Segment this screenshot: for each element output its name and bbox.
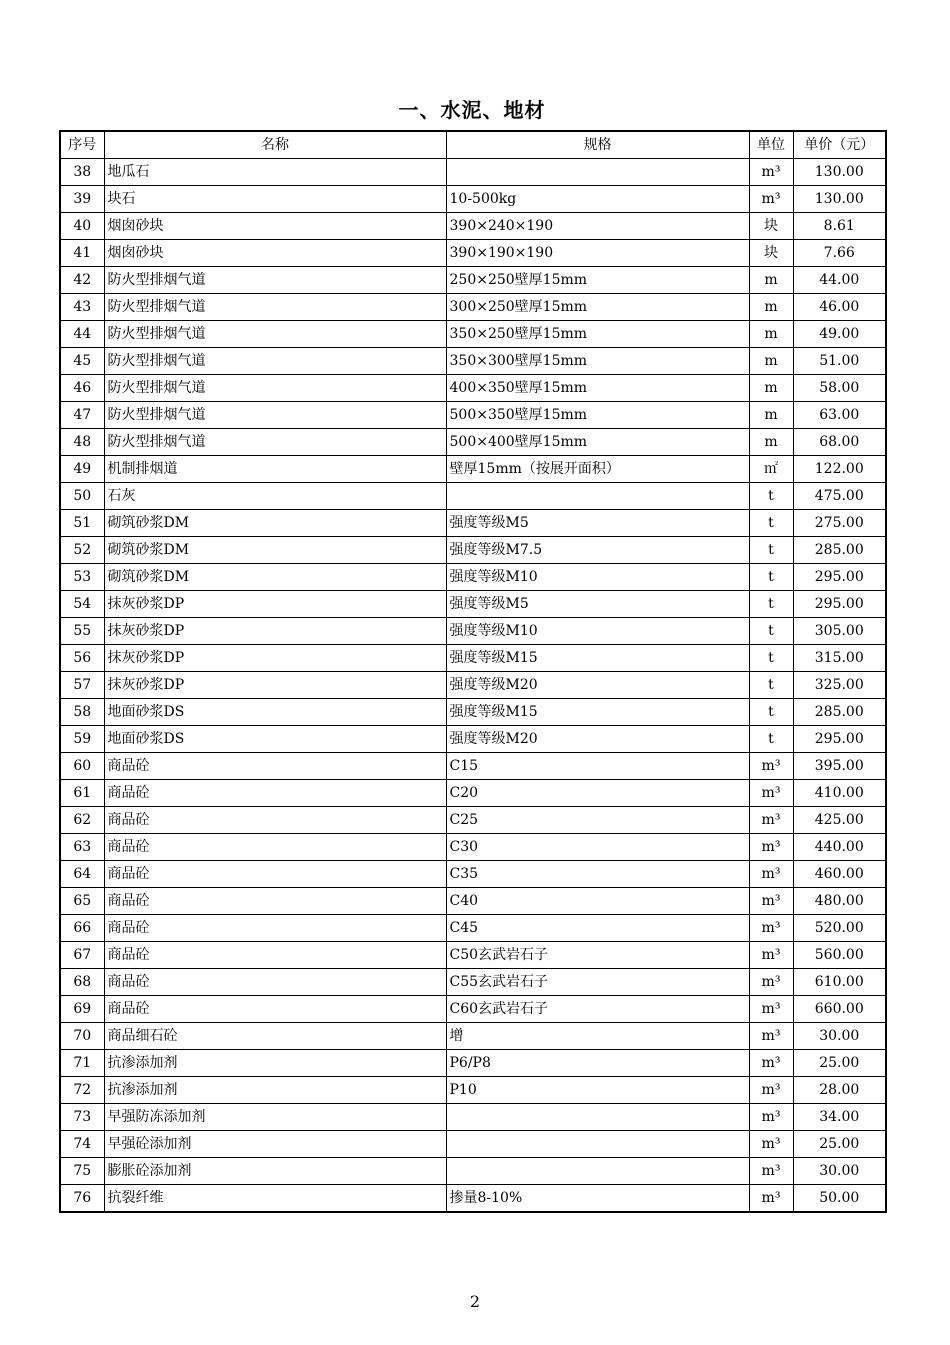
cell-spec: 10-500kg bbox=[446, 186, 749, 213]
cell-spec: 250×250壁厚15mm bbox=[446, 267, 749, 294]
cell-unit: m³ bbox=[749, 1050, 793, 1077]
cell-no: 57 bbox=[60, 672, 104, 699]
table-row bbox=[60, 1050, 886, 1077]
cell-unit: 块 bbox=[749, 213, 793, 240]
cell-unit: t bbox=[749, 537, 793, 564]
cell-name: 商品砼 bbox=[104, 969, 446, 996]
cell-no: 50 bbox=[60, 483, 104, 510]
table-row bbox=[60, 861, 886, 888]
cell-price: 610.00 bbox=[793, 969, 886, 996]
header-spec: 规格 bbox=[446, 131, 749, 159]
cell-no: 60 bbox=[60, 753, 104, 780]
cell-name: 商品砼 bbox=[104, 942, 446, 969]
cell-spec: C15 bbox=[446, 753, 749, 780]
table-row bbox=[60, 591, 886, 618]
cell-name: 商品砼 bbox=[104, 753, 446, 780]
table-body bbox=[60, 159, 886, 1213]
cell-unit: m bbox=[749, 402, 793, 429]
cell-spec: 300×250壁厚15mm bbox=[446, 294, 749, 321]
cell-spec: 500×400壁厚15mm bbox=[446, 429, 749, 456]
cell-no: 52 bbox=[60, 537, 104, 564]
cell-name: 烟囱砂块 bbox=[104, 240, 446, 267]
cell-name: 防火型排烟气道 bbox=[104, 429, 446, 456]
cell-no: 48 bbox=[60, 429, 104, 456]
cell-spec: 强度等级M5 bbox=[446, 591, 749, 618]
cell-price: 51.00 bbox=[793, 348, 886, 375]
table-row bbox=[60, 267, 886, 294]
cell-unit: m bbox=[749, 348, 793, 375]
table-row bbox=[60, 510, 886, 537]
cell-name: 防火型排烟气道 bbox=[104, 375, 446, 402]
table-row bbox=[60, 753, 886, 780]
cell-no: 58 bbox=[60, 699, 104, 726]
cell-unit: m³ bbox=[749, 942, 793, 969]
cell-spec: P6/P8 bbox=[446, 1050, 749, 1077]
cell-spec bbox=[446, 1131, 749, 1158]
cell-no: 69 bbox=[60, 996, 104, 1023]
cell-spec: 强度等级M20 bbox=[446, 726, 749, 753]
cell-spec: C60玄武岩石子 bbox=[446, 996, 749, 1023]
cell-price: 295.00 bbox=[793, 564, 886, 591]
cell-price: 520.00 bbox=[793, 915, 886, 942]
cell-price: 480.00 bbox=[793, 888, 886, 915]
cell-name: 抗渗添加剂 bbox=[104, 1077, 446, 1104]
cell-name: 防火型排烟气道 bbox=[104, 402, 446, 429]
cell-price: 46.00 bbox=[793, 294, 886, 321]
cell-unit: 块 bbox=[749, 240, 793, 267]
cell-no: 74 bbox=[60, 1131, 104, 1158]
cell-no: 73 bbox=[60, 1104, 104, 1131]
table-row bbox=[60, 1185, 886, 1213]
cell-name: 早强砼添加剂 bbox=[104, 1131, 446, 1158]
cell-spec bbox=[446, 159, 749, 186]
cell-no: 49 bbox=[60, 456, 104, 483]
cell-unit: m³ bbox=[749, 807, 793, 834]
cell-spec: 390×240×190 bbox=[446, 213, 749, 240]
cell-price: 560.00 bbox=[793, 942, 886, 969]
table-row bbox=[60, 159, 886, 186]
cell-no: 71 bbox=[60, 1050, 104, 1077]
cell-no: 70 bbox=[60, 1023, 104, 1050]
cell-price: 395.00 bbox=[793, 753, 886, 780]
cell-spec: 强度等级M15 bbox=[446, 699, 749, 726]
cell-no: 54 bbox=[60, 591, 104, 618]
cell-no: 41 bbox=[60, 240, 104, 267]
table-row bbox=[60, 780, 886, 807]
table-row bbox=[60, 348, 886, 375]
cell-price: 130.00 bbox=[793, 159, 886, 186]
cell-spec: C50玄武岩石子 bbox=[446, 942, 749, 969]
table-row bbox=[60, 456, 886, 483]
cell-price: 295.00 bbox=[793, 726, 886, 753]
cell-unit: t bbox=[749, 618, 793, 645]
cell-name: 商品砼 bbox=[104, 996, 446, 1023]
table-row bbox=[60, 1023, 886, 1050]
table-row bbox=[60, 537, 886, 564]
cell-unit: m bbox=[749, 294, 793, 321]
cell-no: 42 bbox=[60, 267, 104, 294]
table-row bbox=[60, 375, 886, 402]
cell-price: 425.00 bbox=[793, 807, 886, 834]
cell-spec: 强度等级M10 bbox=[446, 564, 749, 591]
header-name: 名称 bbox=[104, 131, 446, 159]
cell-name: 抹灰砂浆DP bbox=[104, 591, 446, 618]
cell-price: 305.00 bbox=[793, 618, 886, 645]
cell-spec: C35 bbox=[446, 861, 749, 888]
cell-name: 抗渗添加剂 bbox=[104, 1050, 446, 1077]
cell-price: 460.00 bbox=[793, 861, 886, 888]
cell-price: 325.00 bbox=[793, 672, 886, 699]
cell-unit: t bbox=[749, 645, 793, 672]
cell-no: 66 bbox=[60, 915, 104, 942]
cell-no: 67 bbox=[60, 942, 104, 969]
cell-no: 56 bbox=[60, 645, 104, 672]
cell-name: 抹灰砂浆DP bbox=[104, 645, 446, 672]
cell-no: 65 bbox=[60, 888, 104, 915]
cell-name: 砌筑砂浆DM bbox=[104, 537, 446, 564]
cell-no: 75 bbox=[60, 1158, 104, 1185]
cell-unit: t bbox=[749, 591, 793, 618]
cell-price: 49.00 bbox=[793, 321, 886, 348]
cell-unit: m³ bbox=[749, 969, 793, 996]
cell-price: 50.00 bbox=[793, 1185, 886, 1213]
cell-price: 315.00 bbox=[793, 645, 886, 672]
cell-spec: 强度等级M10 bbox=[446, 618, 749, 645]
cell-unit: t bbox=[749, 483, 793, 510]
cell-name: 商品砼 bbox=[104, 780, 446, 807]
cell-price: 34.00 bbox=[793, 1104, 886, 1131]
cell-spec: 390×190×190 bbox=[446, 240, 749, 267]
cell-spec: C30 bbox=[446, 834, 749, 861]
cell-spec: 强度等级M5 bbox=[446, 510, 749, 537]
table-row bbox=[60, 969, 886, 996]
cell-unit: m³ bbox=[749, 1158, 793, 1185]
cell-no: 38 bbox=[60, 159, 104, 186]
cell-name: 石灰 bbox=[104, 483, 446, 510]
cell-no: 44 bbox=[60, 321, 104, 348]
cell-spec: C45 bbox=[446, 915, 749, 942]
cell-price: 8.61 bbox=[793, 213, 886, 240]
cell-name: 抹灰砂浆DP bbox=[104, 618, 446, 645]
cell-no: 47 bbox=[60, 402, 104, 429]
cell-price: 285.00 bbox=[793, 537, 886, 564]
table-row bbox=[60, 483, 886, 510]
cell-unit: m³ bbox=[749, 1023, 793, 1050]
cell-no: 68 bbox=[60, 969, 104, 996]
cell-no: 61 bbox=[60, 780, 104, 807]
cell-price: 295.00 bbox=[793, 591, 886, 618]
table-row bbox=[60, 726, 886, 753]
cell-spec bbox=[446, 1158, 749, 1185]
cell-unit: ㎡ bbox=[749, 456, 793, 483]
cell-unit: m³ bbox=[749, 159, 793, 186]
table-row bbox=[60, 1077, 886, 1104]
cell-no: 51 bbox=[60, 510, 104, 537]
cell-price: 30.00 bbox=[793, 1158, 886, 1185]
cell-name: 商品砼 bbox=[104, 807, 446, 834]
cell-name: 烟囱砂块 bbox=[104, 213, 446, 240]
cell-price: 285.00 bbox=[793, 699, 886, 726]
table-row bbox=[60, 1158, 886, 1185]
cell-no: 53 bbox=[60, 564, 104, 591]
cell-unit: m³ bbox=[749, 780, 793, 807]
cell-name: 防火型排烟气道 bbox=[104, 348, 446, 375]
cell-name: 地面砂浆DS bbox=[104, 726, 446, 753]
cell-spec: 掺量8-10% bbox=[446, 1185, 749, 1213]
cell-spec: 500×350壁厚15mm bbox=[446, 402, 749, 429]
cell-no: 62 bbox=[60, 807, 104, 834]
cell-price: 410.00 bbox=[793, 780, 886, 807]
cell-unit: m³ bbox=[749, 888, 793, 915]
cell-price: 28.00 bbox=[793, 1077, 886, 1104]
table-row bbox=[60, 807, 886, 834]
cell-spec: 400×350壁厚15mm bbox=[446, 375, 749, 402]
cell-price: 68.00 bbox=[793, 429, 886, 456]
header-unit: 单位 bbox=[749, 131, 793, 159]
cell-no: 63 bbox=[60, 834, 104, 861]
cell-spec: 强度等级M7.5 bbox=[446, 537, 749, 564]
cell-no: 43 bbox=[60, 294, 104, 321]
cell-spec bbox=[446, 1104, 749, 1131]
cell-no: 39 bbox=[60, 186, 104, 213]
cell-unit: m³ bbox=[749, 1131, 793, 1158]
cell-unit: m bbox=[749, 267, 793, 294]
cell-name: 地面砂浆DS bbox=[104, 699, 446, 726]
cell-spec: 强度等级M15 bbox=[446, 645, 749, 672]
cell-unit: m³ bbox=[749, 753, 793, 780]
cell-no: 46 bbox=[60, 375, 104, 402]
cell-name: 砌筑砂浆DM bbox=[104, 510, 446, 537]
table-row bbox=[60, 672, 886, 699]
cell-price: 475.00 bbox=[793, 483, 886, 510]
table-row bbox=[60, 1131, 886, 1158]
cell-name: 抗裂纤维 bbox=[104, 1185, 446, 1213]
cell-no: 45 bbox=[60, 348, 104, 375]
cell-spec: C55玄武岩石子 bbox=[446, 969, 749, 996]
cell-name: 防火型排烟气道 bbox=[104, 294, 446, 321]
cell-name: 块石 bbox=[104, 186, 446, 213]
cell-unit: t bbox=[749, 564, 793, 591]
cell-unit: m bbox=[749, 375, 793, 402]
cell-name: 防火型排烟气道 bbox=[104, 267, 446, 294]
cell-unit: t bbox=[749, 726, 793, 753]
header-price: 单价（元） bbox=[793, 131, 886, 159]
cell-price: 25.00 bbox=[793, 1131, 886, 1158]
cell-spec: 增 bbox=[446, 1023, 749, 1050]
cell-spec: C25 bbox=[446, 807, 749, 834]
cell-name: 地瓜石 bbox=[104, 159, 446, 186]
table-row bbox=[60, 294, 886, 321]
table-row bbox=[60, 699, 886, 726]
cell-price: 440.00 bbox=[793, 834, 886, 861]
cell-unit: m³ bbox=[749, 1104, 793, 1131]
table-row bbox=[60, 888, 886, 915]
cell-name: 商品砼 bbox=[104, 834, 446, 861]
cell-price: 122.00 bbox=[793, 456, 886, 483]
table-row bbox=[60, 213, 886, 240]
cell-price: 25.00 bbox=[793, 1050, 886, 1077]
cell-no: 72 bbox=[60, 1077, 104, 1104]
table-row bbox=[60, 240, 886, 267]
cell-price: 275.00 bbox=[793, 510, 886, 537]
table-row bbox=[60, 429, 886, 456]
table-row bbox=[60, 834, 886, 861]
cell-price: 63.00 bbox=[793, 402, 886, 429]
cell-unit: m³ bbox=[749, 915, 793, 942]
cell-name: 抹灰砂浆DP bbox=[104, 672, 446, 699]
cell-price: 130.00 bbox=[793, 186, 886, 213]
table-row bbox=[60, 618, 886, 645]
cell-name: 膨胀砼添加剂 bbox=[104, 1158, 446, 1185]
cell-name: 商品细石砼 bbox=[104, 1023, 446, 1050]
cell-price: 7.66 bbox=[793, 240, 886, 267]
table-row bbox=[60, 645, 886, 672]
table-header-row bbox=[60, 131, 886, 159]
table-row bbox=[60, 186, 886, 213]
price-table bbox=[59, 130, 887, 1213]
cell-name: 防火型排烟气道 bbox=[104, 321, 446, 348]
cell-no: 64 bbox=[60, 861, 104, 888]
table-row bbox=[60, 321, 886, 348]
table-row bbox=[60, 1104, 886, 1131]
cell-spec bbox=[446, 483, 749, 510]
cell-name: 商品砼 bbox=[104, 888, 446, 915]
cell-unit: t bbox=[749, 672, 793, 699]
cell-no: 59 bbox=[60, 726, 104, 753]
table-row bbox=[60, 942, 886, 969]
cell-unit: m³ bbox=[749, 834, 793, 861]
cell-spec: C20 bbox=[446, 780, 749, 807]
cell-name: 早强防冻添加剂 bbox=[104, 1104, 446, 1131]
cell-spec: 350×250壁厚15mm bbox=[446, 321, 749, 348]
cell-price: 58.00 bbox=[793, 375, 886, 402]
cell-spec: P10 bbox=[446, 1077, 749, 1104]
cell-unit: m³ bbox=[749, 861, 793, 888]
page-title: 一、水泥、地材 bbox=[398, 98, 546, 122]
cell-unit: m bbox=[749, 321, 793, 348]
table-row bbox=[60, 996, 886, 1023]
cell-spec: 强度等级M20 bbox=[446, 672, 749, 699]
cell-no: 76 bbox=[60, 1185, 104, 1213]
cell-unit: m³ bbox=[749, 996, 793, 1023]
cell-spec: 350×300壁厚15mm bbox=[446, 348, 749, 375]
cell-price: 30.00 bbox=[793, 1023, 886, 1050]
cell-unit: m³ bbox=[749, 1185, 793, 1213]
table-row bbox=[60, 564, 886, 591]
cell-unit: m bbox=[749, 429, 793, 456]
cell-spec: C40 bbox=[446, 888, 749, 915]
cell-price: 44.00 bbox=[793, 267, 886, 294]
table-row bbox=[60, 402, 886, 429]
cell-name: 砌筑砂浆DM bbox=[104, 564, 446, 591]
cell-unit: m³ bbox=[749, 1077, 793, 1104]
cell-no: 55 bbox=[60, 618, 104, 645]
cell-spec: 壁厚15mm（按展开面积） bbox=[446, 456, 749, 483]
table-row bbox=[60, 915, 886, 942]
cell-unit: m³ bbox=[749, 186, 793, 213]
cell-unit: t bbox=[749, 699, 793, 726]
cell-name: 机制排烟道 bbox=[104, 456, 446, 483]
cell-unit: t bbox=[749, 510, 793, 537]
cell-name: 商品砼 bbox=[104, 915, 446, 942]
cell-name: 商品砼 bbox=[104, 861, 446, 888]
page-number: 2 bbox=[469, 1292, 481, 1311]
header-no: 序号 bbox=[60, 131, 104, 159]
cell-no: 40 bbox=[60, 213, 104, 240]
cell-price: 660.00 bbox=[793, 996, 886, 1023]
